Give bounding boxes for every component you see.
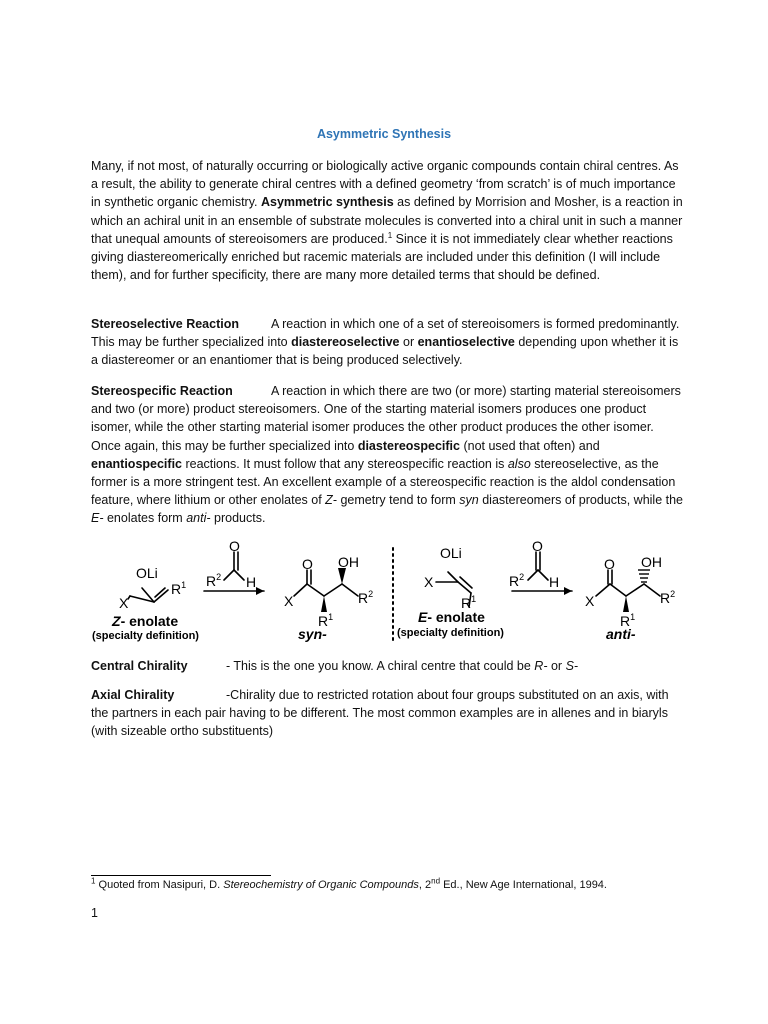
stereospecific-text-4: stereoselective, as the former is a more stringent test. An excellent example of a stereospecific reaction is the aldol condensation feature, where lithium or other enolates of [91, 456, 676, 508]
central-chirality-term: Central Chirality [91, 659, 188, 673]
wedge-bond-oh-syn [338, 568, 346, 584]
central-chirality-paragraph [91, 657, 687, 675]
reaction-arrow-head-2 [564, 587, 572, 595]
footnote [91, 876, 607, 891]
wedge-bond-r1-anti [623, 596, 629, 612]
label-syn: syn- [298, 626, 327, 642]
label-r2-anti: $R^2$ [660, 589, 676, 606]
label-x-anti: X [585, 593, 595, 609]
wedge-bond-r1-syn [321, 596, 327, 612]
label-oli-e: OLi [440, 545, 462, 561]
emphasis-z: Z- [325, 493, 337, 508]
footnote-text-3: Ed., New Age International, 1994. [443, 879, 607, 891]
term-enantiospecific: enantiospecific [91, 456, 182, 471]
label-x-z: X [119, 595, 129, 611]
label-o-aldehyde-1: O [229, 540, 240, 554]
label-x-syn: X [284, 593, 294, 609]
stereospecific-paragraph [91, 382, 687, 528]
central-text-1: - This is the one you know. A chiral centre that could be [226, 659, 531, 673]
page-number: 1 [91, 906, 98, 920]
stereoselective-text-2: or [403, 335, 415, 350]
label-oh-anti: OH [641, 554, 662, 570]
intro-paragraph [91, 157, 687, 284]
stereoselective-text-1: A reaction in which one of a set of stereoisomers is formed predominantly. This may be further specialized into [91, 317, 680, 350]
footnote-separator [91, 875, 271, 876]
emphasis-also: also [507, 456, 531, 471]
stereospecific-text-5: gemetry tend to form [340, 493, 456, 508]
reaction-arrow-head-1 [256, 587, 264, 595]
emphasis-s: S- [565, 659, 579, 673]
stereospecific-text-2: (not used that often) and [463, 438, 600, 453]
central-text-2: or [550, 659, 563, 673]
stereospecific-text-3: reactions. It must follow that any stereospecific reaction is [185, 456, 505, 471]
footnote-text-1: Quoted from Nasipuri, D. [98, 879, 221, 891]
label-oh-syn: OH [338, 554, 359, 570]
stereospecific-term: Stereospecific Reaction [91, 384, 233, 398]
label-r-z: $R^1$ [171, 580, 187, 597]
emphasis-syn: syn [459, 493, 479, 508]
label-x-e: X [424, 574, 434, 590]
label-r2-aldehyde-1: $R^2$ [206, 572, 222, 589]
intro-text-3: Since it is not immediately clear whether reactions giving diastereomerically enriched but racemic materials are included under this definition (I will include them), and for further specificity, there are many more detailed terms that should be defined. [91, 231, 673, 283]
label-e-enolate: E- enolate [418, 609, 485, 625]
footnote-book-title: Stereochemistry of Organic Compounds [223, 879, 419, 891]
label-r1-anti: $R^1$ [620, 612, 636, 629]
stereospecific-text-8: products. [214, 511, 266, 526]
footnote-number: 1 [91, 876, 96, 886]
stereospecific-text-6: diastereomers of products, while the [482, 493, 684, 508]
label-h-aldehyde-1: H [246, 574, 257, 590]
axial-chirality-term: Axial Chirality [91, 688, 175, 702]
term-enantioselective: enantioselective [417, 335, 515, 350]
stereoselective-paragraph [91, 315, 687, 370]
label-specialty-z: (specialty definition) [92, 630, 199, 642]
label-o-anti: O [604, 556, 615, 572]
scheme-stereo-wedges [256, 568, 629, 612]
emphasis-anti: anti- [186, 511, 211, 526]
label-o-aldehyde-2: O [532, 540, 543, 554]
label-r2-aldehyde-2: $R^2$ [509, 572, 525, 589]
emphasis-e: E- [91, 511, 104, 526]
label-h-aldehyde-2: H [549, 574, 560, 590]
scheme-bonds [128, 548, 660, 640]
stereoselective-text-3: depending upon whether it is a diastereomer or an enantiomer that is being produced selectively. [91, 335, 679, 368]
term-diastereospecific: diastereospecific [357, 438, 460, 453]
label-specialty-e: (specialty definition) [397, 627, 504, 639]
label-anti: anti- [606, 626, 636, 642]
stereospecific-text-1: A reaction in which there are two (or more) starting material stereoisomers and two (or more) product stereoisomers. One of the starting material isomers produces one product isomer, while the other starting material isomer produces the other product produces the other isomer. Once again, this may be further specialized into [91, 384, 681, 453]
emphasis-r: R- [534, 659, 548, 673]
footnote-ref[interactable]: 1 [387, 230, 393, 240]
label-z-enolate: Z- enolate [112, 613, 179, 629]
intro-text-2: as defined by Morrision and Mosher, is a reaction in which an achiral unit in an ensemble of substrate molecules is converted into a chiral unit in such a manner that unequal amounts of stereoisomers are produced. [91, 195, 683, 246]
label-r1-syn: $R^1$ [318, 612, 334, 629]
hash-bond-oh-anti [638, 570, 650, 582]
footnote-edition-sup: nd [431, 876, 441, 886]
label-oli-z: OLi [136, 565, 158, 581]
intro-term-asymmetric-synthesis: Asymmetric synthesis [260, 195, 394, 210]
axial-text-1: -Chirality due to restricted rotation about four groups substituted on an axis, with the partners in each pair having to be different. The most common examples are in allenes and in biaryls (with sizeable ortho substituents) [91, 688, 669, 739]
footnote-text-2: , 2 [418, 879, 432, 891]
label-r1-e: $R^1$ [461, 594, 477, 611]
page-title: Asymmetric Synthesis [316, 127, 452, 141]
axial-chirality-paragraph [91, 686, 687, 741]
intro-text-1: Many, if not most, of naturally occurring or biologically active organic compounds contain chiral centres. As a result, the ability to generate chiral centres with a defined geometry ‘from scratch’ is of much importance in synthetic organic chemistry. [91, 159, 679, 210]
term-diastereoselective: diastereoselective [291, 335, 400, 350]
stereospecific-text-7: enolates form [106, 511, 183, 526]
aldol-reaction-scheme [88, 540, 688, 648]
label-r2-syn: $R^2$ [358, 589, 374, 606]
stereoselective-term: Stereoselective Reaction [91, 317, 239, 331]
label-o-syn: O [302, 556, 313, 572]
